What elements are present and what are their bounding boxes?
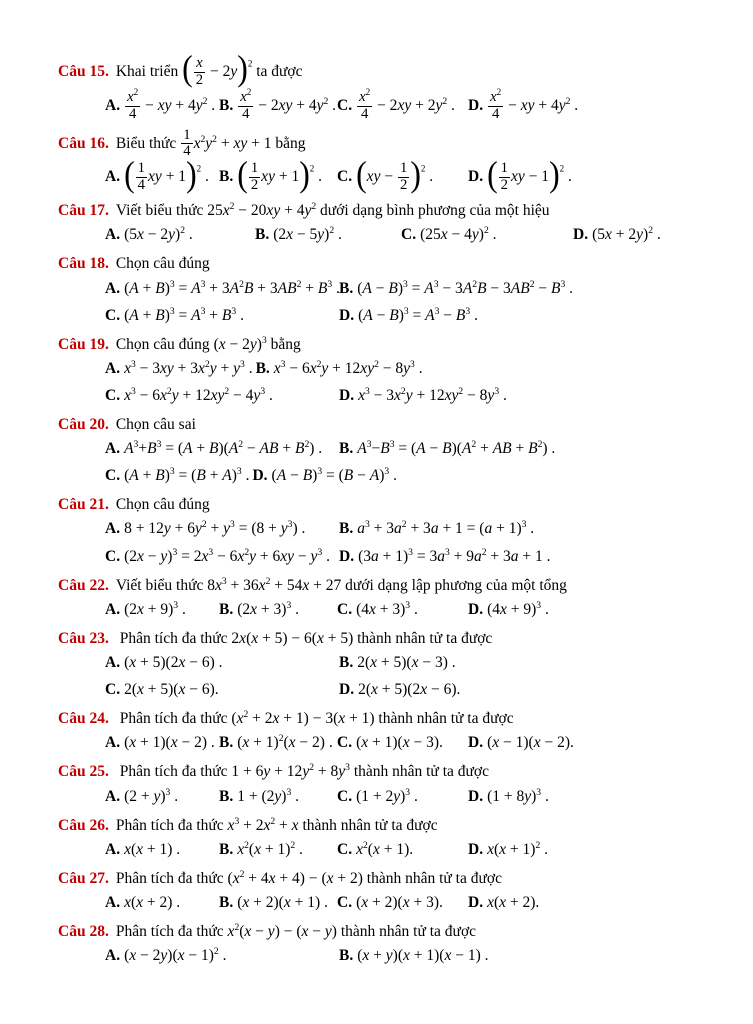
option-letter: D. xyxy=(468,787,484,805)
stem-math: $(x^2 + 2x + 1) - 3(x + 1)$ xyxy=(231,708,375,728)
option-letter: B. xyxy=(219,96,234,114)
stem-text: bằng xyxy=(266,335,301,353)
options-row xyxy=(105,154,717,194)
stem-text: ta được xyxy=(252,62,303,80)
option-math: $x^3 - 3x^2y + 12xy^2 - 8y^3$ . xyxy=(358,385,507,404)
fraction: $\frac{x^2}{4}$ xyxy=(490,86,502,122)
option-letter: C. xyxy=(105,467,121,485)
option-math: $\frac{x^2}{4}$ − $2xy + 4y^2$ . xyxy=(240,86,337,122)
stem-text: Chọn câu đúng xyxy=(115,255,210,273)
option-math: $(2 + y)^3$ . xyxy=(124,786,179,805)
option-B xyxy=(219,598,337,622)
option-math: ( $\frac{1}{4}$ xy + 1)$^2$ . xyxy=(124,154,209,194)
option-C xyxy=(337,731,468,755)
option-D xyxy=(468,891,717,915)
option-letter: A. xyxy=(105,96,121,114)
option-B xyxy=(219,785,337,809)
option-letter: D. xyxy=(468,734,484,752)
question-stem xyxy=(58,574,717,597)
options-row xyxy=(105,785,717,809)
stem-text: Khai triển xyxy=(115,62,183,80)
option-letter: B. xyxy=(219,787,234,805)
options-row xyxy=(105,517,717,541)
stem-text: Biểu thức xyxy=(115,134,181,152)
options-row xyxy=(105,357,717,381)
stem-text: bằng xyxy=(271,134,306,152)
option-math: $(A + B)^3 = A^3 + B^3$ . xyxy=(124,305,244,324)
stem-math: $8x^3 + 36x^2 + 54x + 27$ xyxy=(207,575,342,594)
option-A xyxy=(105,838,219,862)
option-letter: D. xyxy=(573,226,589,244)
option-C xyxy=(105,678,339,702)
option-letter: A. xyxy=(105,168,121,186)
option-letter: C. xyxy=(337,96,353,114)
question-number: Câu 20. xyxy=(58,415,109,433)
options-row xyxy=(105,731,717,755)
option-letter: C. xyxy=(401,226,417,244)
option-C xyxy=(337,891,468,915)
question-26 xyxy=(58,814,717,862)
option-math: $\frac{x^2}{4}$ − $2xy + 2y^2$ . xyxy=(359,86,455,122)
question-19 xyxy=(58,333,717,408)
options-row xyxy=(105,838,717,862)
option-math: $(2x + 9)^3$ . xyxy=(124,599,186,618)
question-27 xyxy=(58,867,717,915)
option-math: $1 + (2y)^3$ . xyxy=(237,786,299,805)
option-math: $(A - B)^3 = A^3 - 3A^2B - 3AB^2 - B^3$ . xyxy=(357,278,574,297)
option-math: $(A + B)^3 = (B + A)^3$ . xyxy=(124,466,250,485)
option-math: $A^3+B^3 = (A + B)(A^2$ − AB + $B^2$) . xyxy=(124,439,323,458)
option-A xyxy=(105,154,219,194)
question-number: Câu 22. xyxy=(58,576,109,594)
question-number: Câu 26. xyxy=(58,816,109,834)
option-C xyxy=(105,384,339,408)
question-28 xyxy=(58,920,717,968)
question-25 xyxy=(58,760,717,808)
question-number: Câu 21. xyxy=(58,496,109,514)
option-C xyxy=(337,154,468,194)
option-letter: B. xyxy=(219,168,234,186)
stem-text: thành nhân tử ta được xyxy=(353,629,493,647)
option-letter: C. xyxy=(337,168,353,186)
option-math: $(25x - 4y)^2$ . xyxy=(420,225,497,244)
stem-text: dưới dạng bình phương của một hiệu xyxy=(316,202,550,220)
option-math: x(x + 2). xyxy=(487,894,540,912)
question-stem xyxy=(58,760,717,783)
question-stem xyxy=(58,333,717,356)
option-A xyxy=(105,437,339,461)
stem-text: thành nhân tử ta được xyxy=(362,869,502,887)
stem-text: Chọn câu sai xyxy=(115,415,196,433)
option-A xyxy=(105,651,339,675)
options-row xyxy=(105,464,717,488)
option-math: $(4x + 9)^3$ . xyxy=(487,599,549,618)
option-math: $(5x - 2y)^2$ . xyxy=(124,225,193,244)
stem-math: $\frac{1}{4}$ $x^2y^2$ + xy + 1 xyxy=(183,126,272,160)
option-math: ( $\frac{1}{2}$ xy + 1)$^2$ . xyxy=(237,154,323,194)
option-letter: D. xyxy=(468,894,484,912)
option-B xyxy=(219,154,337,194)
option-letter: B. xyxy=(255,226,270,244)
option-math: (x + 5)(2x − 6) . xyxy=(124,654,223,672)
option-math: (x + 1)(x − 3). xyxy=(356,734,443,752)
option-letter: D. xyxy=(252,467,268,485)
option-letter: D. xyxy=(339,681,355,699)
option-C xyxy=(105,304,339,328)
fraction: $\frac{1}{2}$ xyxy=(250,160,259,194)
option-A xyxy=(105,223,255,247)
question-15 xyxy=(58,49,717,123)
option-A xyxy=(105,891,219,915)
option-math: $(5x + 2y)^2$ . xyxy=(592,225,661,244)
option-C xyxy=(337,598,468,622)
stem-text: Phân tích đa thức xyxy=(115,629,232,647)
option-math: $(2x + 3)^3$ . xyxy=(237,599,299,618)
question-24 xyxy=(58,707,717,755)
question-number: Câu 17. xyxy=(58,202,109,220)
option-letter: C. xyxy=(105,306,121,324)
option-B xyxy=(219,86,337,123)
option-B xyxy=(339,517,717,541)
question-number: Câu 28. xyxy=(58,923,109,941)
option-B xyxy=(256,360,423,377)
option-letter: D. xyxy=(339,547,355,565)
option-letter: D. xyxy=(339,306,355,324)
option-D xyxy=(468,86,717,123)
option-D xyxy=(252,467,396,484)
option-D xyxy=(468,785,717,809)
option-D xyxy=(573,223,717,247)
question-number: Câu 19. xyxy=(58,335,109,353)
fraction: $\frac{x^2}{4}$ xyxy=(240,86,252,122)
stem-text: thành nhân tử ta được xyxy=(374,710,514,728)
option-math: $x(x + 1)^2$ . xyxy=(487,839,548,858)
options-row xyxy=(105,545,717,569)
question-stem xyxy=(58,49,717,89)
stem-text: Phân tích đa thức xyxy=(115,869,228,887)
fraction: $\frac{1}{4}$ xyxy=(137,160,146,194)
option-A xyxy=(105,731,219,755)
question-stem xyxy=(58,128,717,161)
option-letter: A. xyxy=(105,359,121,377)
option-A xyxy=(105,360,253,377)
fraction: $\frac{1}{2}$ xyxy=(399,160,408,194)
question-18 xyxy=(58,252,717,327)
option-math: (x + y)(x + 1)(x − 1) . xyxy=(357,947,489,965)
fraction: $\frac{x^2}{4}$ xyxy=(127,86,139,122)
options-row xyxy=(105,223,717,247)
option-letter: D. xyxy=(339,386,355,404)
option-math: 2(x + 5)(x − 3) . xyxy=(357,654,456,672)
option-math: $x^2(x + 1)^2$ . xyxy=(237,839,303,858)
options-row xyxy=(105,598,717,622)
option-math: $(A + B)^3 = A^3 + 3A^2B + 3AB^2 + B^3$ . xyxy=(124,278,340,297)
option-math: $(3a + 1)^3 = 3a^3 + 9a^2 + 3a + 1$ . xyxy=(358,546,551,565)
fraction: $\frac{1}{2}$ xyxy=(500,160,509,194)
question-number: Câu 15. xyxy=(58,62,109,80)
option-C xyxy=(337,785,468,809)
question-21 xyxy=(58,493,717,568)
option-math: $(1 + 8y)^3$ . xyxy=(487,786,549,805)
option-letter: B. xyxy=(339,440,354,458)
option-D xyxy=(339,678,717,702)
stem-text: Phân tích đa thức xyxy=(115,816,228,834)
option-B xyxy=(339,277,717,301)
option-letter: D. xyxy=(468,600,484,618)
option-letter: C. xyxy=(105,681,121,699)
option-math: $(A - B)^3 = (B - A)^3$ . xyxy=(271,466,397,485)
option-letter: A. xyxy=(105,947,121,965)
stem-text: Phân tích đa thức xyxy=(115,923,228,941)
options-row xyxy=(105,891,717,915)
option-A xyxy=(105,86,219,123)
option-letter: A. xyxy=(105,279,121,297)
option-letter: A. xyxy=(105,894,121,912)
option-math: $\frac{x^2}{4}$ − xy + $4y^2$ . xyxy=(490,86,579,122)
option-A xyxy=(105,944,339,968)
question-number: Câu 25. xyxy=(58,763,109,781)
options-row xyxy=(105,651,717,675)
option-B xyxy=(219,838,337,862)
option-D xyxy=(339,304,717,328)
stem-math: 2x(x + 5) − 6(x + 5) xyxy=(231,629,354,647)
option-letter: A. xyxy=(105,226,121,244)
option-math: x(x + 2) . xyxy=(124,894,181,912)
options-row xyxy=(105,678,717,702)
option-math: (x − 1)(x − 2). xyxy=(487,734,574,752)
option-letter: B. xyxy=(219,734,234,752)
question-stem xyxy=(58,867,717,890)
option-letter: C. xyxy=(105,547,121,565)
option-math: 2(x + 5)(x − 6). xyxy=(124,681,219,699)
options-row xyxy=(105,277,717,301)
question-stem xyxy=(58,493,717,516)
question-stem xyxy=(58,814,717,837)
option-math: $A^3-B^3 = (A - B)(A^2$ + AB + $B^2$) . xyxy=(357,439,556,458)
option-B xyxy=(219,731,337,755)
option-math: $(A - B)^3 = A^3 - B^3$ . xyxy=(358,305,478,324)
question-stem xyxy=(58,252,717,275)
option-letter: B. xyxy=(219,840,234,858)
option-B xyxy=(219,891,337,915)
option-C xyxy=(105,467,249,484)
option-letter: C. xyxy=(337,894,353,912)
stem-math: ( $\frac{x}{2}$ − 2y)$^2$ xyxy=(182,49,253,89)
option-letter: D. xyxy=(468,168,484,186)
option-letter: A. xyxy=(105,787,121,805)
option-math: (xy − $\frac{1}{2}$ )$^2$ . xyxy=(356,154,434,194)
stem-math: $(x^2 + 4x + 4) - (x + 2)$ xyxy=(227,868,363,887)
option-letter: A. xyxy=(105,840,121,858)
option-C xyxy=(105,545,339,569)
question-stem xyxy=(58,627,717,650)
option-letter: A. xyxy=(105,440,121,458)
options-row xyxy=(105,86,717,123)
question-stem xyxy=(58,199,717,222)
option-letter: A. xyxy=(105,654,121,672)
option-letter: B. xyxy=(339,654,354,672)
stem-text: thành nhân tử ta được xyxy=(298,816,438,834)
option-math: $(2x - 5y)^2$ . xyxy=(273,225,342,244)
options-row xyxy=(105,384,717,408)
option-letter: B. xyxy=(339,279,354,297)
option-math: $x^2(x + 1)$. xyxy=(356,839,414,858)
option-C xyxy=(401,223,573,247)
option-letter: B. xyxy=(219,894,234,912)
option-letter: C. xyxy=(337,787,353,805)
stem-text: thành nhân tử ta được xyxy=(336,923,477,941)
question-number: Câu 18. xyxy=(58,255,109,273)
option-C xyxy=(337,838,468,862)
option-math: (x + 1)(x − 2) . xyxy=(124,734,215,752)
option-A xyxy=(105,598,219,622)
option-math: $(1 + 2y)^3$ . xyxy=(356,786,418,805)
option-D xyxy=(468,838,717,862)
option-letter: B. xyxy=(339,520,354,538)
option-B xyxy=(339,437,717,461)
question-17 xyxy=(58,199,717,247)
question-list xyxy=(58,49,717,968)
option-math: $x^3 - 3xy + 3x^2y + y^3$ . xyxy=(124,358,253,377)
option-D xyxy=(339,545,717,569)
option-letter: A. xyxy=(105,600,121,618)
fraction: $\frac{1}{4}$ xyxy=(183,126,191,160)
option-math: 2(x + 5)(2x − 6). xyxy=(358,681,461,699)
question-number: Câu 24. xyxy=(58,710,109,728)
option-letter: B. xyxy=(219,600,234,618)
option-math: $(2x - y)^3 = 2x^3 - 6x^2y + 6xy - y^3$ . xyxy=(124,546,330,565)
stem-math: $25x^2 - 20xy + 4y^2$ xyxy=(207,200,317,220)
option-math: $(4x + 3)^3$ . xyxy=(356,599,418,618)
options-row xyxy=(105,437,717,461)
option-letter: C. xyxy=(337,600,353,618)
option-D xyxy=(468,598,717,622)
stem-text: dưới dạng lập phương của một tổng xyxy=(341,576,567,594)
option-math: $x^3 - 6x^2y + 12xy^2 - 8y^3$ . xyxy=(273,358,423,377)
question-stem xyxy=(58,413,717,436)
option-B xyxy=(339,944,717,968)
fraction: $\frac{x^2}{4}$ xyxy=(359,86,371,122)
option-B xyxy=(255,223,401,247)
option-A xyxy=(105,277,339,301)
option-letter: C. xyxy=(337,840,353,858)
option-D xyxy=(468,154,717,194)
option-D xyxy=(468,731,717,755)
option-letter: B. xyxy=(339,947,354,965)
option-letter: C. xyxy=(337,734,353,752)
stem-text: Viết biểu thức xyxy=(115,202,208,220)
fraction: $\frac{x}{2}$ xyxy=(195,55,204,88)
option-math: $\frac{x^2}{4}$ − xy + $4y^2$ . xyxy=(127,86,216,122)
stem-math: $x^2(x - y) - (x - y)$ xyxy=(227,921,337,941)
option-A xyxy=(105,785,219,809)
question-23 xyxy=(58,627,717,702)
option-math: $8 + 12y + 6y^2 + y^3 = (8 + y^3)$ . xyxy=(124,519,306,538)
question-number: Câu 23. xyxy=(58,629,109,647)
question-22 xyxy=(58,574,717,622)
option-math: $a^3 + 3a^2 + 3a + 1 = (a + 1)^3$ . xyxy=(357,519,535,538)
option-math: $(x - 2y)(x - 1)^2$ . xyxy=(124,946,227,965)
question-number: Câu 27. xyxy=(58,869,109,887)
option-math: (x + 2)(x + 1) . xyxy=(237,894,328,912)
option-letter: D. xyxy=(468,840,484,858)
option-math: ( $\frac{1}{2}$ xy − 1)$^2$ . xyxy=(487,154,572,194)
option-letter: D. xyxy=(468,96,484,114)
stem-math: $1 + 6y + 12y^2 + 8y^3$ xyxy=(231,762,350,781)
question-20 xyxy=(58,413,717,488)
option-math: x(x + 1) . xyxy=(124,840,181,858)
option-math: $(x + 1)^2(x - 2)$ . xyxy=(237,733,333,752)
stem-math: $(x - 2y)^3$ xyxy=(213,334,267,353)
option-A xyxy=(105,517,339,541)
option-D xyxy=(339,384,717,408)
stem-text: thành nhân tử ta được xyxy=(349,763,489,781)
option-math: (x + 2)(x + 3). xyxy=(356,894,443,912)
options-row xyxy=(105,304,717,328)
stem-math: $x^3 + 2x^2 + x$ xyxy=(227,815,299,834)
option-letter: A. xyxy=(105,520,121,538)
option-letter: C. xyxy=(105,386,121,404)
stem-text: Phân tích đa thức xyxy=(115,710,232,728)
question-stem xyxy=(58,707,717,730)
stem-text: Chọn câu đúng xyxy=(115,335,214,353)
stem-text: Viết biểu thức xyxy=(115,576,208,594)
option-math: $x^3 - 6x^2y + 12xy^2 - 4y^3$ . xyxy=(124,385,273,404)
stem-text: Phân tích đa thức xyxy=(115,763,232,781)
option-letter: B. xyxy=(255,359,270,377)
question-number: Câu 16. xyxy=(58,134,109,152)
question-16 xyxy=(58,128,717,195)
question-stem xyxy=(58,920,717,943)
option-letter: A. xyxy=(105,734,121,752)
option-B xyxy=(339,651,717,675)
options-row xyxy=(105,944,717,968)
option-C xyxy=(337,86,468,123)
stem-text: Chọn câu đúng xyxy=(115,496,210,514)
